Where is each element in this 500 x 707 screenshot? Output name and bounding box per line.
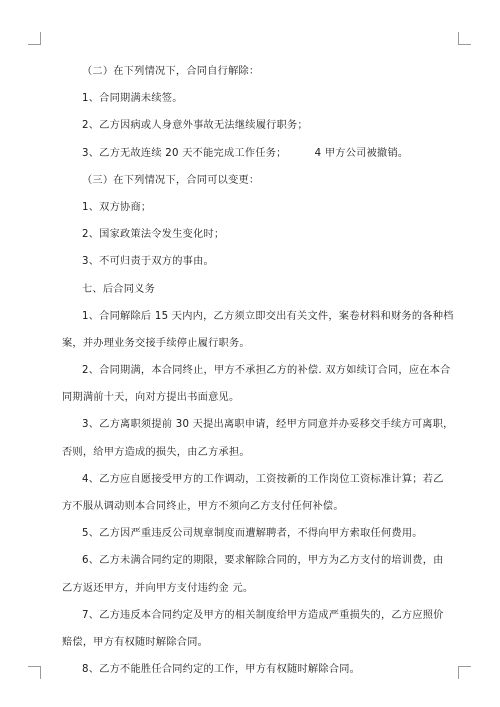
crop-mark-bottom-right [458,666,471,679]
paragraph-line: 同期满前十天，向对方提出书面意见。 [62,392,240,404]
crop-mark-top-right [458,32,471,45]
crop-mark-bottom-left [28,666,41,679]
paragraph-line: 5、乙方因严重违反公司规章制度而遭解聘者，不得向甲方索取任何费用。 [82,528,423,540]
paragraph-line: 8、乙方不能胜任合同约定的工作，甲方有权随时解除合同。 [82,664,361,676]
paragraph-line: 乙方返还甲方，并向甲方支付违约金 元。 [62,582,254,594]
paragraph-line: 3、不可归责于双方的事由。 [82,256,214,268]
paragraph-line: 6、乙方未满合同约定的期限，要求解除合同的，甲方为乙方支付的培训费，由 [82,555,444,567]
section-heading: （三）在下列情况下，合同可以变更： [82,174,260,186]
paragraph-line: 方不服从调动则本合同终止，甲方不须向乙方支付任何补偿。 [62,501,344,512]
paragraph-line: 3、乙方离职须提前 30 天提出离职申请，经甲方同意并办妥移交手续方可离职， [82,419,454,431]
paragraph-line: 2、国家政策法令发生变化时； [82,229,225,241]
paragraph-line: 1、合同期满未续签。 [82,93,183,105]
paragraph-line: 1、双方协商； [82,201,152,213]
paragraph-line: 2、合同期满，本合同终止，甲方不承担乙方的补偿. 双方如续订合同，应在本合 [82,365,451,377]
clause-text: 3、乙方无故连续 20 天不能完成工作任务； [82,147,287,159]
paragraph-line: 4、乙方应自愿接受甲方的工作调动，工资按新的工作岗位工资标准计算；若乙 [82,473,444,485]
paragraph-line: 案，并办理业务交接手续停止履行职务。 [62,337,250,349]
paragraph-line: 2、乙方因病或人身意外事故无法继续履行职务； [82,120,308,132]
crop-mark-top-left [28,32,41,45]
paragraph-line: 赔偿，甲方有权随时解除合同。 [62,636,209,648]
clause-text: 4 甲方公司被撤销。 [314,147,409,159]
paragraph-line: 1、合同解除后 15 天内内，乙方须立即交出有关文件，案卷材料和财务的各种档 [82,310,454,322]
paragraph-line: 否则，给甲方造成的损失，由乙方承担。 [62,446,250,458]
section-heading: （二）在下列情况下，合同自行解除： [82,66,260,77]
document-body [62,58,454,683]
paragraph-line [62,140,446,167]
paragraph-line: 7、乙方违反本合同约定及甲方的相关制度给甲方造成严重损失的，乙方应照价 [82,609,444,621]
section-heading: 七、后合同义务 [82,283,156,295]
